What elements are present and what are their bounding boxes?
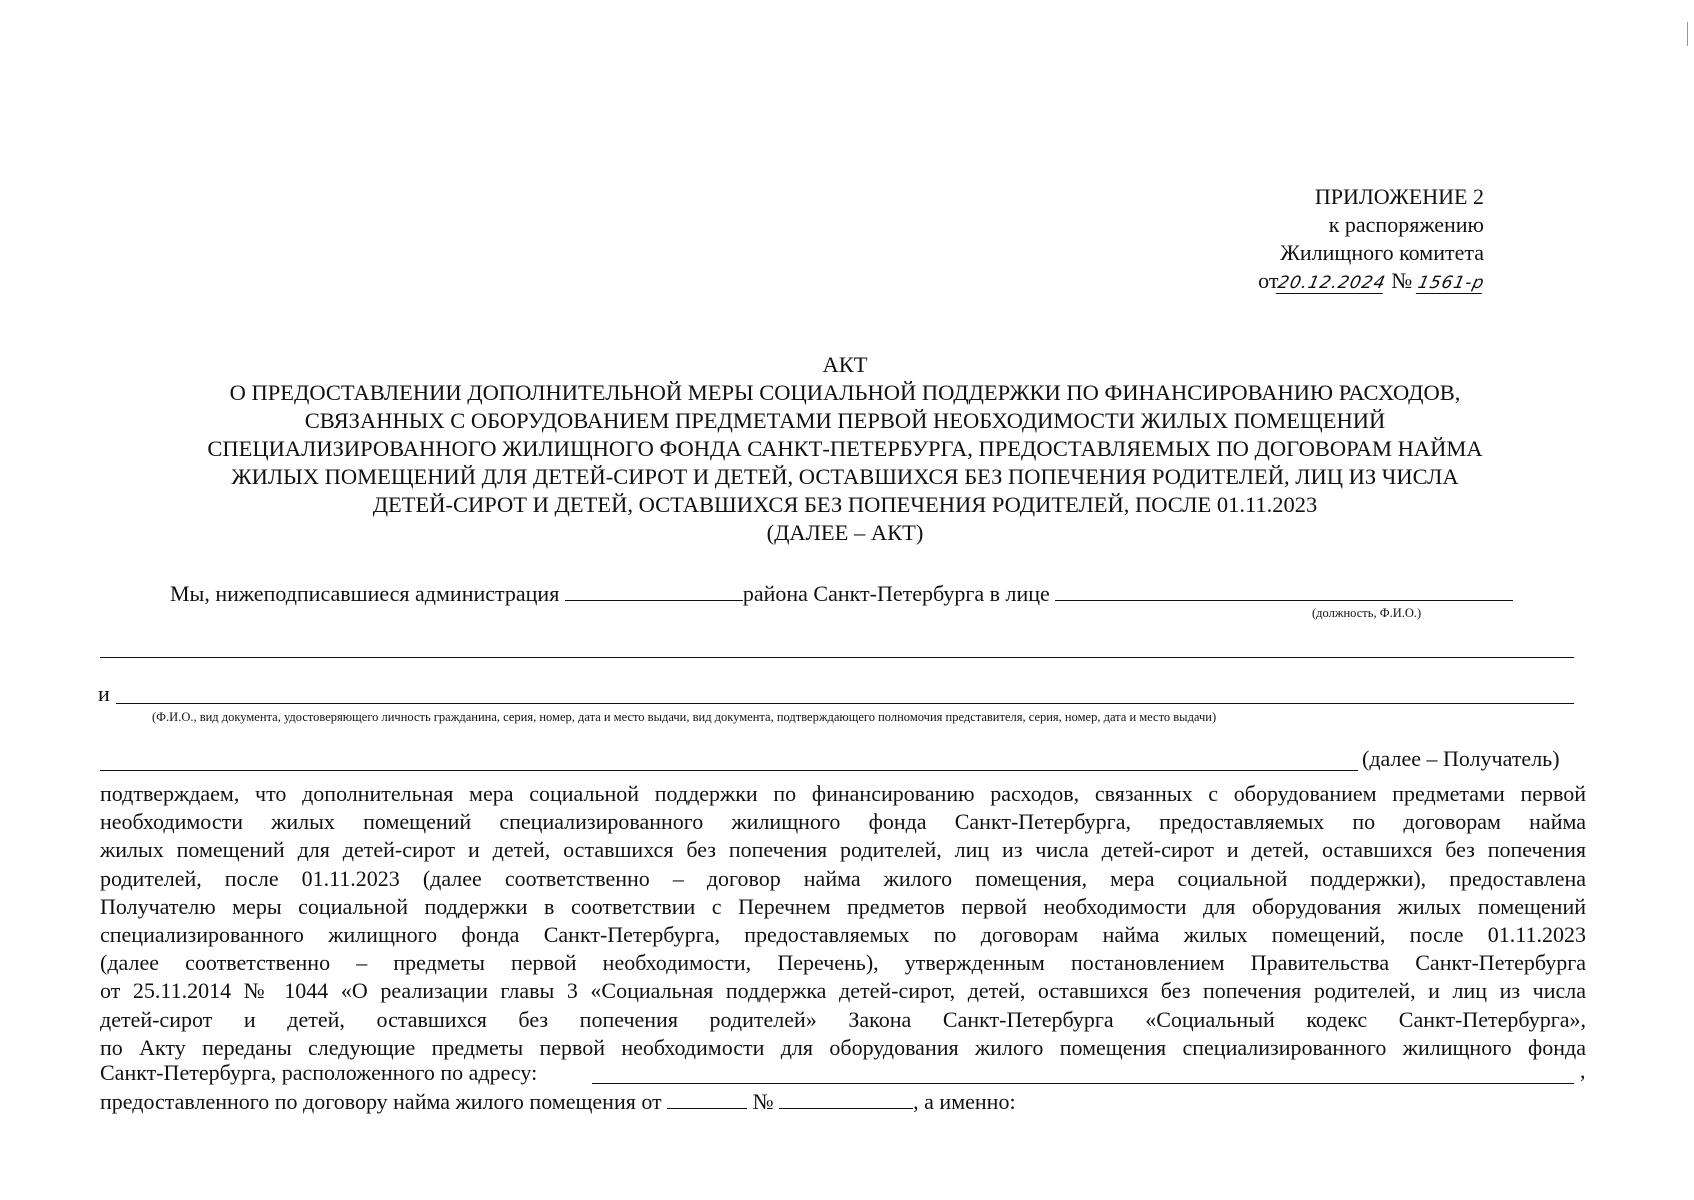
title-line: ДЕТЕЙ-СИРОТ И ДЕТЕЙ, ОСТАВШИХСЯ БЕЗ ПОПЕЧЕНИЯ РОДИТЕЛЕЙ, ПОСЛЕ 01.11.2023 bbox=[372, 492, 1318, 517]
title-line: О ПРЕДОСТАВЛЕНИИ ДОПОЛНИТЕЛЬНОЙ МЕРЫ СОЦИАЛЬНОЙ ПОДДЕРЖКИ ПО ФИНАНСИРОВАНИЮ РАСХОДОВ, bbox=[229, 380, 1461, 405]
handwritten-number: 1561-р bbox=[1415, 273, 1487, 293]
and-label: и bbox=[98, 681, 110, 706]
appendix-committee: Жилищного комитета bbox=[1280, 240, 1484, 265]
body-line: родителей, после 01.11.2023 (далее соответственно – договор найма жилого помещения, мера социальной поддержки), предоставлена bbox=[100, 865, 1586, 891]
appendix-order-label: к распоряжению bbox=[1328, 212, 1484, 237]
handwritten-date: 20.12.2024 bbox=[1276, 273, 1389, 293]
title-line: СПЕЦИАЛИЗИРОВАННОГО ЖИЛИЩНОГО ФОНДА САНКТ-ПЕТЕРБУРГА, ПРЕДОСТАВЛЯЕМЫХ ПО ДОГОВОРАМ НАЙМА bbox=[207, 436, 1483, 461]
title-line: (ДАЛЕЕ – АКТ) bbox=[766, 520, 924, 545]
contract-number-field[interactable] bbox=[779, 1088, 913, 1109]
contract-label: предоставленного по договору найма жилого помещения от bbox=[100, 1089, 662, 1114]
appendix-date-prefix: от bbox=[1258, 268, 1279, 293]
parties-district: района Санкт-Петербурга в лице bbox=[742, 581, 1050, 606]
body-line: подтверждаем, что дополнительная мера социальной поддержки по финансированию расходов, связанных с оборудованием предметами первой bbox=[100, 781, 1586, 806]
position-continuation-field[interactable] bbox=[100, 657, 1574, 658]
body-line: специализированного жилищного фонда Санкт-Петербурга, предоставляемых по договорам найма жилых помещений, после 01.11.2023 bbox=[100, 922, 1586, 948]
contract-line bbox=[100, 1088, 1016, 1116]
recipient-name-field[interactable] bbox=[116, 703, 1574, 704]
title-line: АКТ bbox=[822, 352, 868, 377]
document-title bbox=[120, 351, 1570, 547]
title-line: ЖИЛЫХ ПОМЕЩЕНИЙ ДЛЯ ДЕТЕЙ-СИРОТ И ДЕТЕЙ, ОСТАВШИХСЯ БЕЗ ПОПЕЧЕНИЯ РОДИТЕЛЕЙ, ЛИЦ ИЗ ЧИСЛА bbox=[231, 464, 1459, 489]
contract-date-field[interactable] bbox=[667, 1088, 747, 1109]
address-end: , bbox=[1580, 1058, 1586, 1083]
body-line: детей-сирот и детей, оставшихся без попечения родителей» Закона Санкт-Петербурга «Социальный кодекс Санкт-Петербурга», bbox=[100, 1006, 1586, 1032]
title-line: СВЯЗАННЫХ С ОБОРУДОВАНИЕМ ПРЕДМЕТАМИ ПЕРВОЙ НЕОБХОДИМОСТИ ЖИЛЫХ ПОМЕЩЕНИЙ bbox=[304, 408, 1386, 433]
appendix-number-prefix: № bbox=[1391, 268, 1413, 293]
address-field[interactable] bbox=[592, 1083, 1574, 1084]
body-line: жилых помещений для детей-сирот и детей, оставшихся без попечения родителей, лиц из числа детей-сирот и детей, оставшихся без попечения bbox=[100, 837, 1586, 863]
scan-edge-mark bbox=[1687, 22, 1688, 46]
appendix-block bbox=[1258, 183, 1487, 295]
body-line: Получателю меры социальной поддержки в соответствии с Перечнем предметов первой необходимости для оборудования жилых помещений bbox=[100, 893, 1586, 919]
recipient-details-field[interactable] bbox=[100, 770, 1358, 771]
parties-intro: Мы, нижеподписавшиеся администрация bbox=[170, 581, 560, 606]
position-name-field[interactable] bbox=[1055, 580, 1513, 601]
parties-intro-row bbox=[170, 580, 1513, 608]
body-line: (далее соответственно – предметы первой необходимости, Перечень), утвержденным постановлением Правительства Санкт-Петербурга bbox=[100, 950, 1586, 976]
body-line: по Акту переданы следующие предметы первой необходимости для оборудования жилого помещения специализированного жилищного фонда bbox=[100, 1034, 1586, 1060]
appendix-title: ПРИЛОЖЕНИЕ 2 bbox=[1314, 184, 1484, 209]
contract-number-label: № bbox=[752, 1089, 774, 1114]
body-line: необходимости жилых помещений специализированного жилищного фонда Санкт-Петербурга, предоставляемых по договорам найма bbox=[100, 809, 1586, 835]
address-label: Санкт-Петербурга, расположенного по адресу: bbox=[100, 1060, 538, 1085]
district-field[interactable] bbox=[565, 580, 743, 601]
recipient-suffix: (далее – Получатель) bbox=[1362, 746, 1560, 771]
caption-recipient: (Ф.И.О., вид документа, удостоверяющего личность гражданина, серия, номер, дата и место выдачи, вид документа, подтверждающего полномочия представителя, серия, номер, дата и место выдачи) bbox=[152, 710, 1217, 724]
body-paragraph bbox=[100, 780, 1586, 1062]
contract-end: , а именно: bbox=[913, 1089, 1016, 1114]
body-line: от 25.11.2014 № 1044 «О реализации главы 3 «Социальная поддержка детей-сирот, детей, оставшихся без попечения родителей, и лиц из числа bbox=[100, 978, 1586, 1004]
appendix-date-number bbox=[1258, 267, 1487, 295]
caption-position: (должность, Ф.И.О.) bbox=[1312, 606, 1422, 620]
